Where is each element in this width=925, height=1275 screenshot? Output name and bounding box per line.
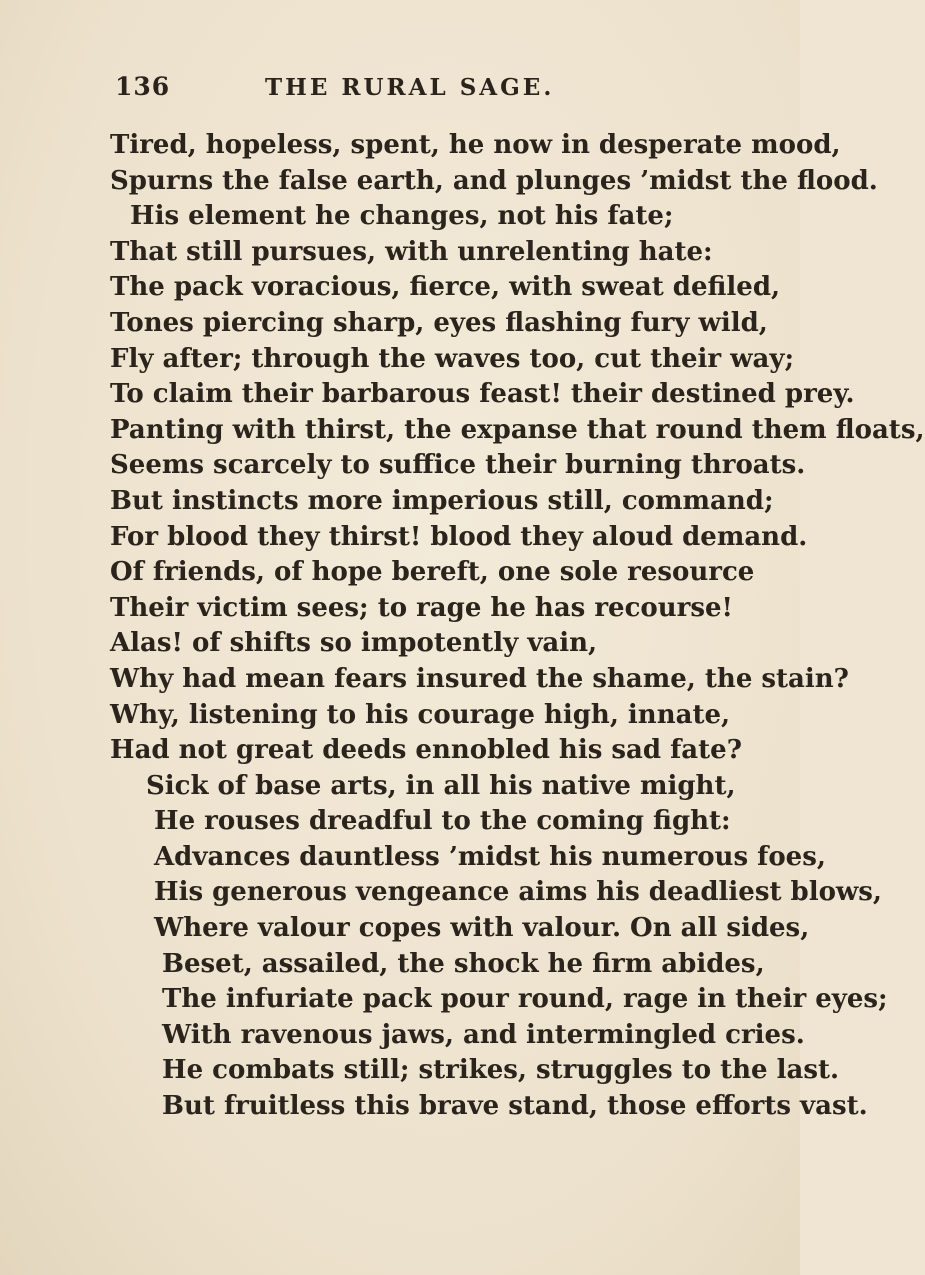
poem-line: Sick of base arts, in all his native might, — [146, 770, 736, 801]
poem-line: Their victim sees; to rage he has recourse! — [110, 592, 733, 623]
poem-line: Where valour copes with valour. On all sides, — [154, 913, 810, 944]
poem-line: Alas! of shifts so impotently vain, — [110, 628, 598, 659]
poem-line: Why had mean fears insured the shame, the stain? — [110, 663, 849, 694]
poem-line: But instincts more imperious still, command; — [110, 485, 774, 516]
poem-line: He combats still; strikes, struggles to the last. — [162, 1055, 840, 1086]
poem-body — [110, 128, 925, 1125]
poem-line: Beset, assailed, the shock he firm abides, — [162, 948, 765, 979]
poem-line: With ravenous jaws, and intermingled cries. — [162, 1019, 805, 1050]
poem-line: Panting with thirst, the expanse that round them floats, — [110, 414, 925, 445]
poem-line: Advances dauntless ’midst his numerous foes, — [154, 841, 826, 872]
page-number: 136 — [115, 72, 171, 101]
poem-line: Fly after; through the waves too, cut their way; — [110, 343, 795, 374]
poem-line: Tired, hopeless, spent, he now in desperate mood, — [110, 130, 841, 160]
poem-line: That still pursues, with unrelenting hate: — [110, 236, 713, 267]
poem-line: His generous vengeance aims his deadliest blows, — [154, 877, 882, 908]
poem-line: Seems scarcely to suffice their burning throats. — [110, 450, 806, 481]
poem-line: Spurns the false earth, and plunges ’midst the flood. — [110, 165, 878, 196]
poem-line: Had not great deeds ennobled his sad fate? — [110, 735, 742, 766]
poem-line: The infuriate pack pour round, rage in their eyes; — [162, 984, 888, 1015]
poem-line: To claim their barbarous feast! their destined prey. — [110, 379, 855, 410]
poem-line: Of friends, of hope bereft, one sole resource — [110, 557, 755, 588]
poem-line: For blood they thirst! blood they aloud demand. — [110, 521, 808, 552]
poem-line: His element he changes, not his fate; — [130, 201, 674, 232]
poem-line: He rouses dreadful to the coming fight: — [154, 806, 731, 837]
page-header — [115, 72, 735, 108]
running-title: THE RURAL SAGE. — [265, 74, 555, 101]
poem-line: But fruitless this brave stand, those efforts vast. — [162, 1091, 868, 1122]
poem-line: Why, listening to his courage high, innate, — [110, 699, 731, 730]
poem-line: Tones piercing sharp, eyes flashing fury wild, — [110, 307, 768, 338]
poem-line: The pack voracious, fierce, with sweat defiled, — [110, 272, 781, 303]
